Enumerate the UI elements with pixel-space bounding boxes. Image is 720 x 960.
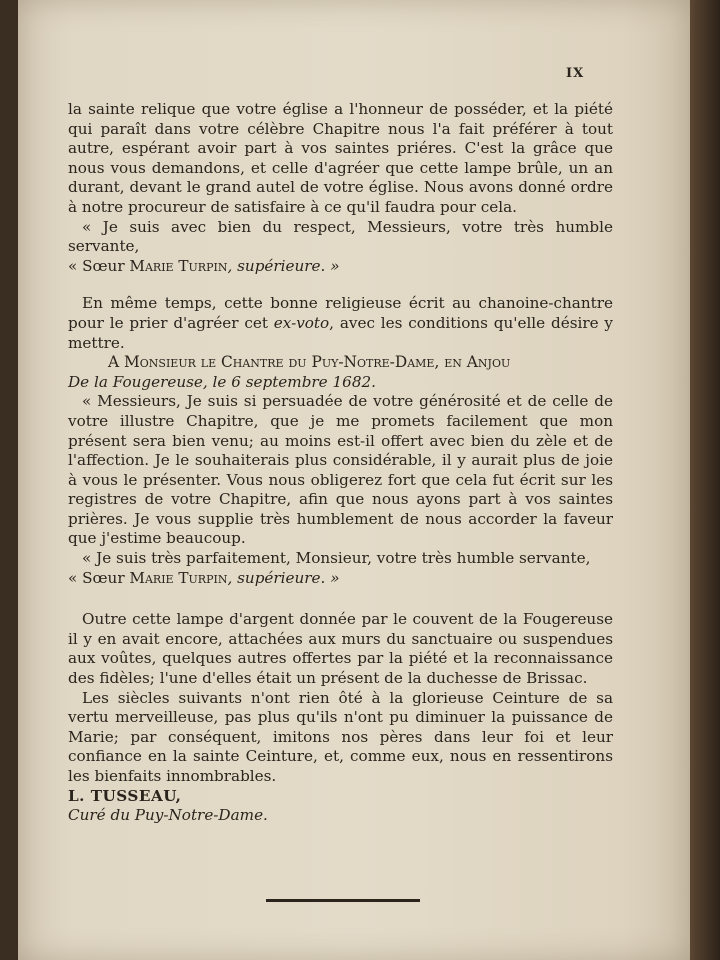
letter-heading <box>68 353 613 373</box>
paragraph-5: « Je suis très parfaitement, Monsieur, votre très humble servante, <box>82 549 591 568</box>
sig2-name: Marie Turpin <box>129 568 228 587</box>
paragraph-3 <box>68 294 613 353</box>
sig1-suffix: , supérieure. » <box>227 256 340 275</box>
p3-exvoto: ex-voto <box>273 313 330 332</box>
sig1-prefix: « Sœur <box>68 256 130 275</box>
p3-part-a: En même temps, cette bonne religieuse écrit au chanoine-chantre pour le prier d'agréer cet <box>68 294 613 332</box>
heading-smallcaps: Monsieur le Chantre du Puy-Notre-Dame <box>124 353 435 372</box>
paragraph-4: « Messieurs, Je suis si persuadée de votre générosité et de celle de votre illustre Chapitre, que je me promets facilement que mon présent sera bien venu; au moins est-il offert avec bien du zèle et de l'affection. Je le souhaiterais plus considérable, il y aurait plus de joie à vous le présenter. Vous nous obligerez fort que cela fut écrit sur les registres de votre Chapitre, afin que nous ayons part à vos saintes prières. Je vous supplie très humblement de nous accorder la faveur que j'estime beaucoup. <box>68 392 613 548</box>
page-body <box>68 100 613 826</box>
paragraph-6: Outre cette lampe d'argent donnée par le couvent de la Fougereuse il y en avait encore, attachées aux murs du sanctuaire ou suspendues aux voûtes, quelques autres offertes par la piété et la reconnaissance des fidèles; l'une d'elles était un présent de la duchesse de Brissac. <box>68 610 613 688</box>
author-name: L. TUSSEAU, <box>68 786 182 805</box>
heading-part-b: , en Anjou <box>434 353 511 372</box>
page-number: IX <box>566 66 585 81</box>
book-page <box>18 0 690 960</box>
signature-1 <box>68 257 613 277</box>
sig2-suffix: , supérieure. » <box>227 568 340 587</box>
paragraph-7: Les siècles suivants n'ont rien ôté à la glorieuse Ceinture de sa vertu merveilleuse, pas plus qu'ils n'ont pu diminuer la puissance de Marie; par conséquent, imitons nos pères dans leur foi et leur confiance en la sainte Ceinture, et, comme eux, nous en ressentirons les bienfaits innombrables. <box>68 688 613 785</box>
sig2-prefix: « Sœur <box>68 568 130 587</box>
paragraph-2: « Je suis avec bien du respect, Messieurs, votre très humble servante, <box>68 217 613 256</box>
sig1-name: Marie Turpin <box>129 256 228 275</box>
author-title: Curé du Puy-Notre-Dame. <box>68 806 268 825</box>
book-spine <box>690 0 720 960</box>
heading-part-a: A <box>108 353 125 372</box>
paragraph-1: la sainte relique que votre église a l'honneur de posséder, et la piété qui paraît dans votre célèbre Chapitre nous l'a fait préférer à tout autre, espérant avoir part à vos saintes priéres. C'est la grâce que nous vous demandons, et celle d'agréer que cette lampe brûle, un an durant, devant le grand autel de votre église. Nous avons donné ordre à notre procureur de satisfaire à ce qu'il faudra pour cela. <box>68 100 613 216</box>
signature-2 <box>68 569 613 589</box>
p3-part-b: , avec les conditions qu'elle désire y mettre. <box>68 313 614 352</box>
closing-rule <box>266 899 420 902</box>
letter-date: De la Fougereuse, le 6 septembre 1682. <box>68 372 376 391</box>
